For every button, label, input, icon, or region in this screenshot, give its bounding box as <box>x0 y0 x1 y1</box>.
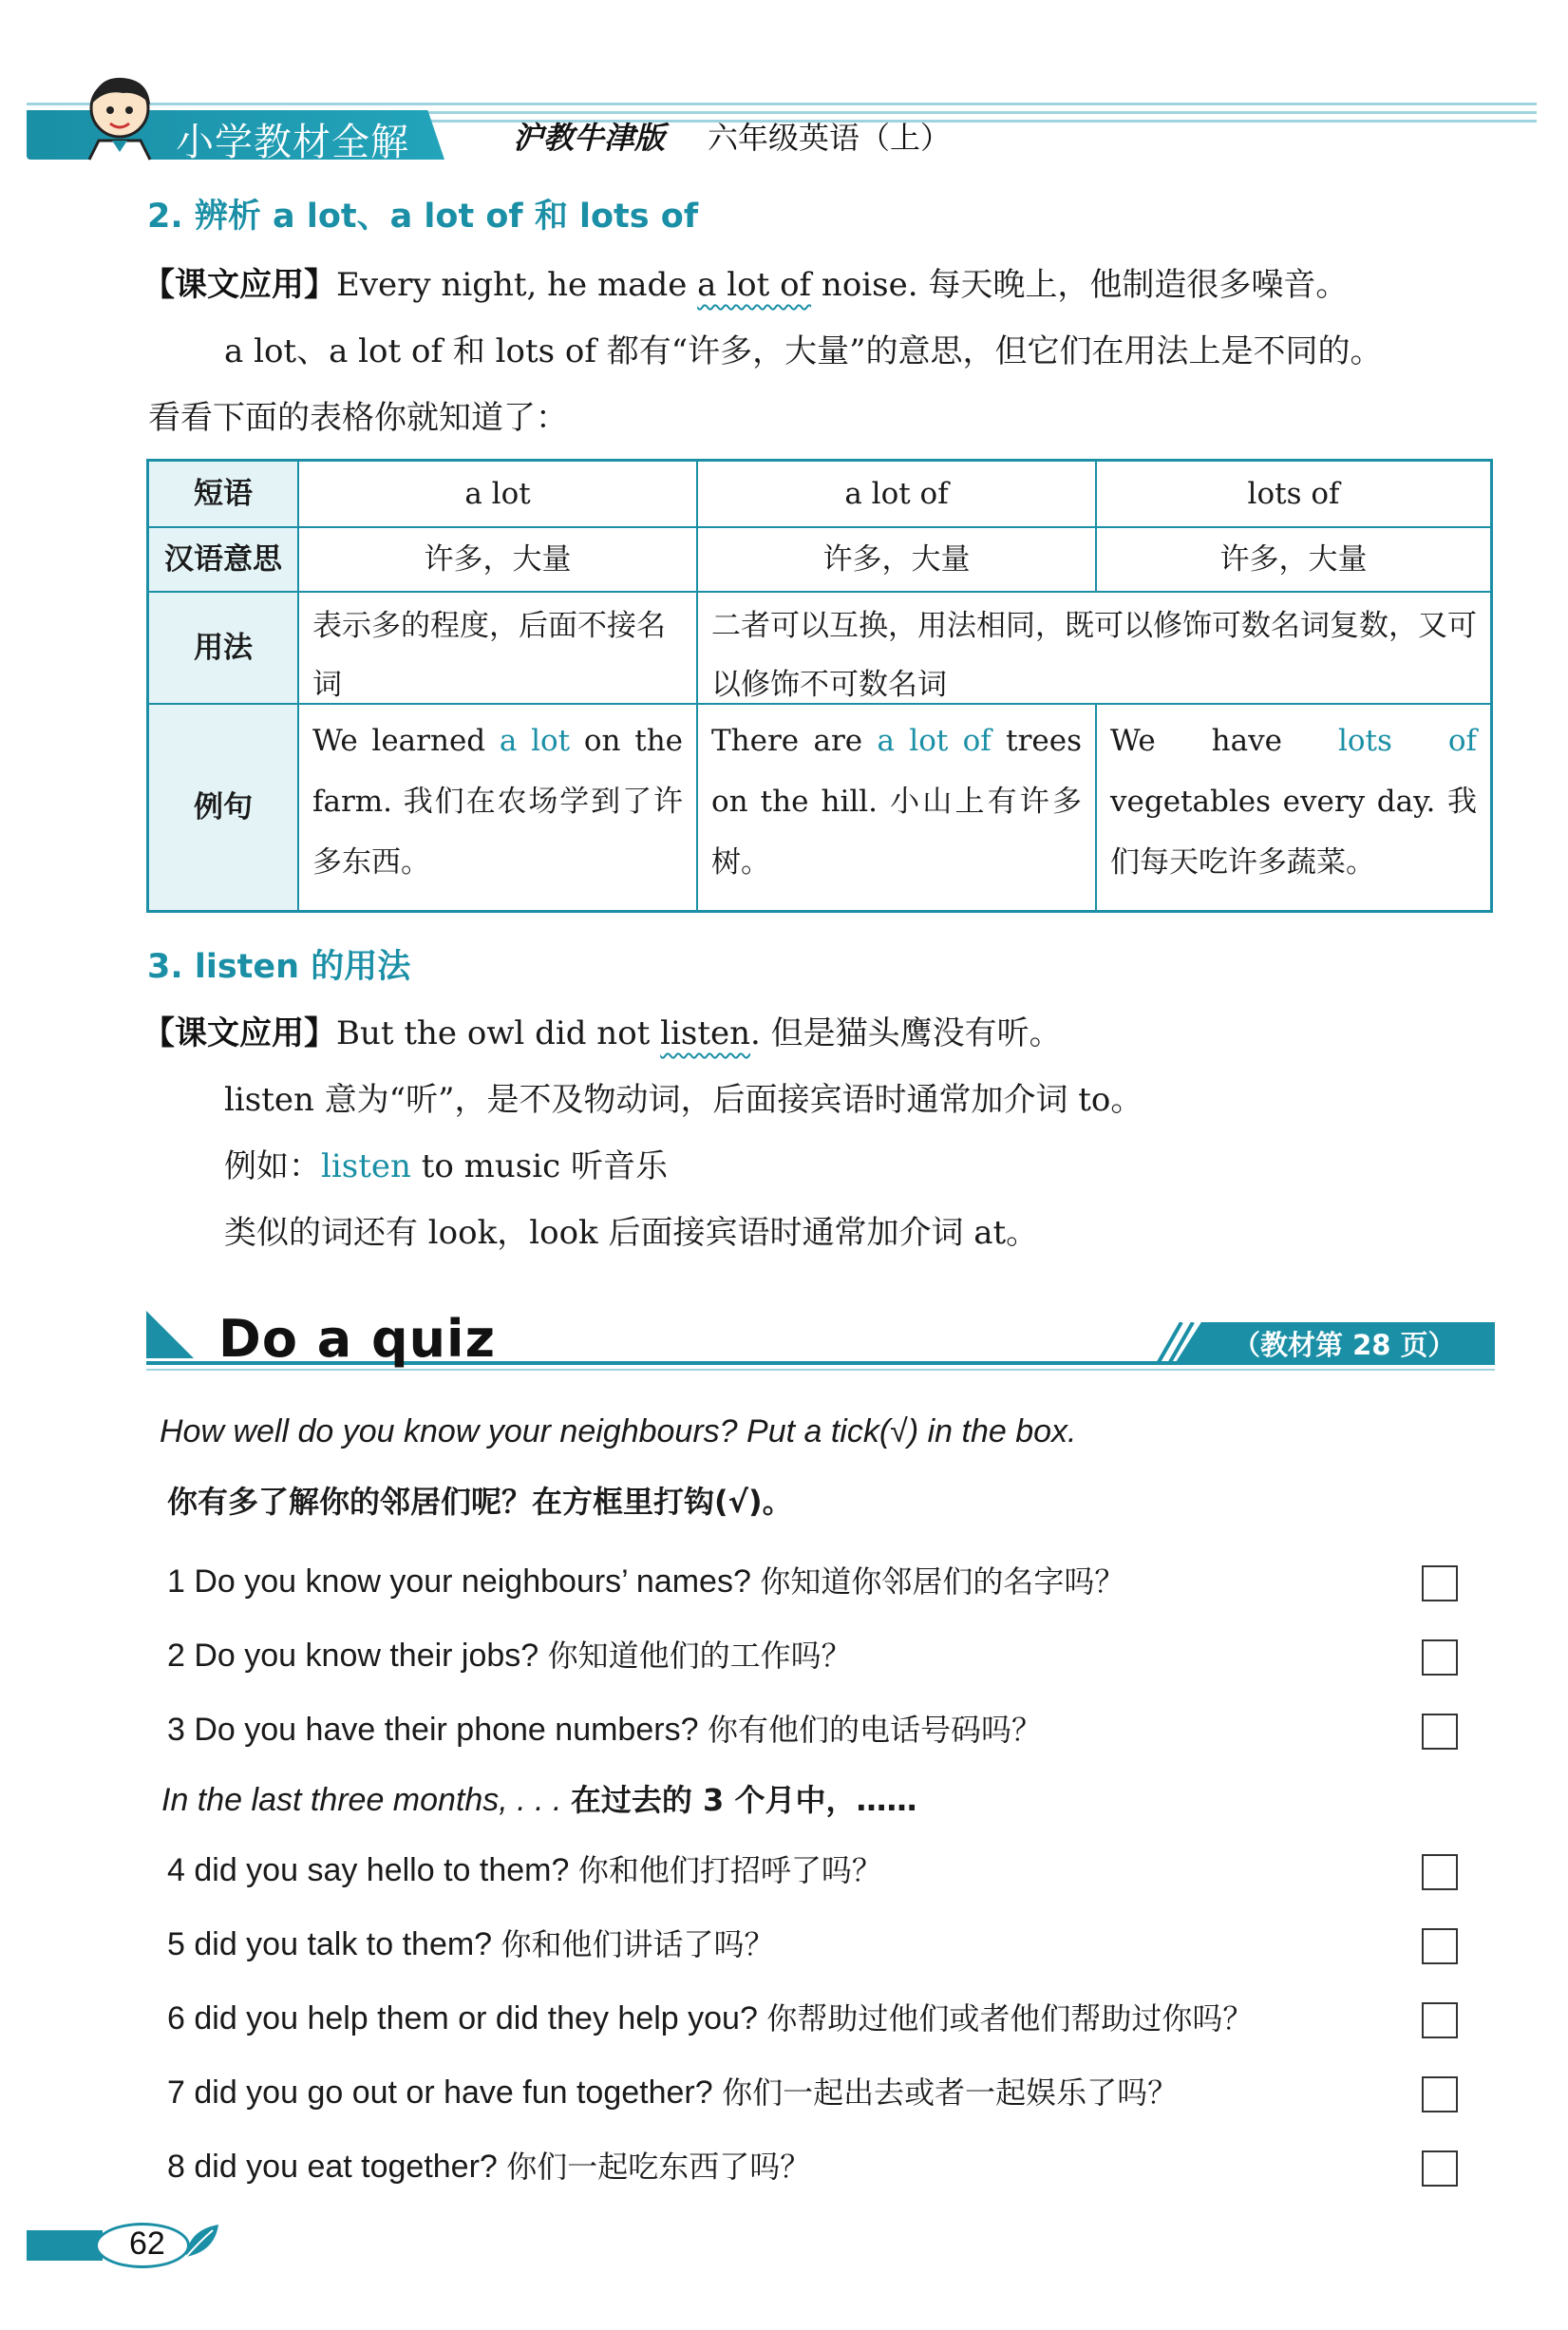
quiz-header-rule-light <box>146 1369 1495 1371</box>
keyword-underlined: a lot of <box>697 266 812 304</box>
section-3-application: 【课文应用】But the owl did not listen. 但是猫头鹰没有听。 <box>142 1014 1062 1052</box>
quiz-checkbox-8[interactable] <box>1422 2150 1458 2187</box>
quiz-triangle-marker <box>146 1311 194 1358</box>
table-meaning-lots-of: 许多，大量 <box>1097 528 1490 593</box>
quiz-question-6: 6 did you help them or did they help you? 你帮助过他们或者他们帮助过你吗？ <box>167 2000 1254 2036</box>
table-meaning-a-lot: 许多，大量 <box>299 528 698 593</box>
table-header-lots-of: lots of <box>1097 462 1490 528</box>
leaf-icon <box>180 2219 224 2263</box>
table-label-usage: 用法 <box>149 593 299 705</box>
table-header-a-lot: a lot <box>299 462 698 528</box>
quiz-instruction-zh: 你有多了解你的邻居们呢？在方框里打钩(√)。 <box>167 1484 793 1520</box>
table-example-a-lot: We learned a lot on the farm. 我们在农场学到了许多东西。 <box>299 705 698 910</box>
section-3-line-3: 类似的词还有 look，look 后面接宾语时通常加介词 at。 <box>224 1214 1039 1252</box>
page-number: 62 <box>129 2226 165 2262</box>
table-header-phrase: 短语 <box>149 462 299 528</box>
section-2-paragraph-2: 看看下面的表格你就知道了： <box>148 399 568 437</box>
table-meaning-a-lot-of: 许多，大量 <box>698 528 1097 593</box>
quiz-subheading: In the last three months, . . . 在过去的 3 个月中，…… <box>161 1782 917 1818</box>
quiz-checkbox-4[interactable] <box>1422 1854 1458 1890</box>
footer-bar <box>27 2230 103 2261</box>
mascot-boy-icon <box>70 68 165 163</box>
book-grade: 六年级英语（上） <box>708 120 952 156</box>
quiz-question-5: 5 did you talk to them? 你和他们讲话了吗？ <box>167 1926 775 1962</box>
quiz-instruction-en: How well do you know your neighbours? Put a tick(√) in the box. <box>160 1413 1077 1449</box>
quiz-title: Do a quiz <box>218 1309 496 1369</box>
quiz-checkbox-3[interactable] <box>1422 1714 1458 1750</box>
table-label-meaning: 汉语意思 <box>149 528 299 593</box>
table-usage-a-lot: 表示多的程度，后面不接名词 <box>299 593 698 705</box>
book-title: 小学教材全解 <box>176 121 409 164</box>
section-3-title: 3. listen 的用法 <box>147 948 411 986</box>
table-example-a-lot-of: There are a lot of trees on the hill. 小山上有许多树。 <box>698 705 1097 910</box>
application-label: 【课文应用】 <box>142 1014 336 1052</box>
quiz-question-8: 8 did you eat together? 你们一起吃东西了吗？ <box>167 2149 811 2185</box>
quiz-question-2: 2 Do you know their jobs? 你知道他们的工作吗？ <box>167 1638 852 1674</box>
quiz-checkbox-7[interactable] <box>1422 2076 1458 2112</box>
quiz-question-1: 1 Do you know your neighbours’ names? 你知道你邻居们的名字吗？ <box>167 1563 1125 1600</box>
table-header-a-lot-of: a lot of <box>698 462 1097 528</box>
quiz-checkbox-6[interactable] <box>1422 2002 1458 2038</box>
table-usage-shared: 二者可以互换，用法相同，既可以修饰可数名词复数，又可以修饰不可数名词 <box>698 593 1490 705</box>
application-label: 【课文应用】 <box>142 266 336 304</box>
comparison-table <box>146 459 1493 913</box>
quiz-question-4: 4 did you say hello to them? 你和他们打招呼了吗？ <box>167 1852 882 1888</box>
quiz-page-reference: （教材第 28 页） <box>1233 1329 1456 1361</box>
table-example-lots-of: We have lots of vegetables every day. 我们每天吃许多蔬菜。 <box>1110 724 1477 880</box>
table-label-example: 例句 <box>149 705 299 910</box>
section-2-title: 2. 辨析 a lot、a lot of 和 lots of <box>147 198 699 236</box>
section-3-example: 例如：listen to music 听音乐 <box>224 1147 668 1185</box>
keyword-underlined: listen <box>660 1014 751 1052</box>
quiz-checkbox-5[interactable] <box>1422 1928 1458 1964</box>
quiz-checkbox-2[interactable] <box>1422 1639 1458 1676</box>
section-3-line-1: listen 意为“听”，是不及物动词，后面接宾语时通常加介词 to。 <box>224 1081 1143 1119</box>
section-2-application: 【课文应用】Every night, he made a lot of noise. 每天晚上，他制造很多噪音。 <box>142 266 1349 304</box>
book-series: 沪教牛津版 <box>513 120 666 156</box>
quiz-question-3: 3 Do you have their phone numbers? 你有他们的电话号码吗？ <box>167 1712 1042 1748</box>
quiz-checkbox-1[interactable] <box>1422 1565 1458 1601</box>
quiz-question-7: 7 did you go out or have fun together? 你们一起出去或者一起娱乐了吗？ <box>167 2074 1179 2111</box>
section-2-paragraph-1: a lot、a lot of 和 lots of 都有“许多，大量”的意思，但它们在用法上是不同的。 <box>224 332 1383 370</box>
